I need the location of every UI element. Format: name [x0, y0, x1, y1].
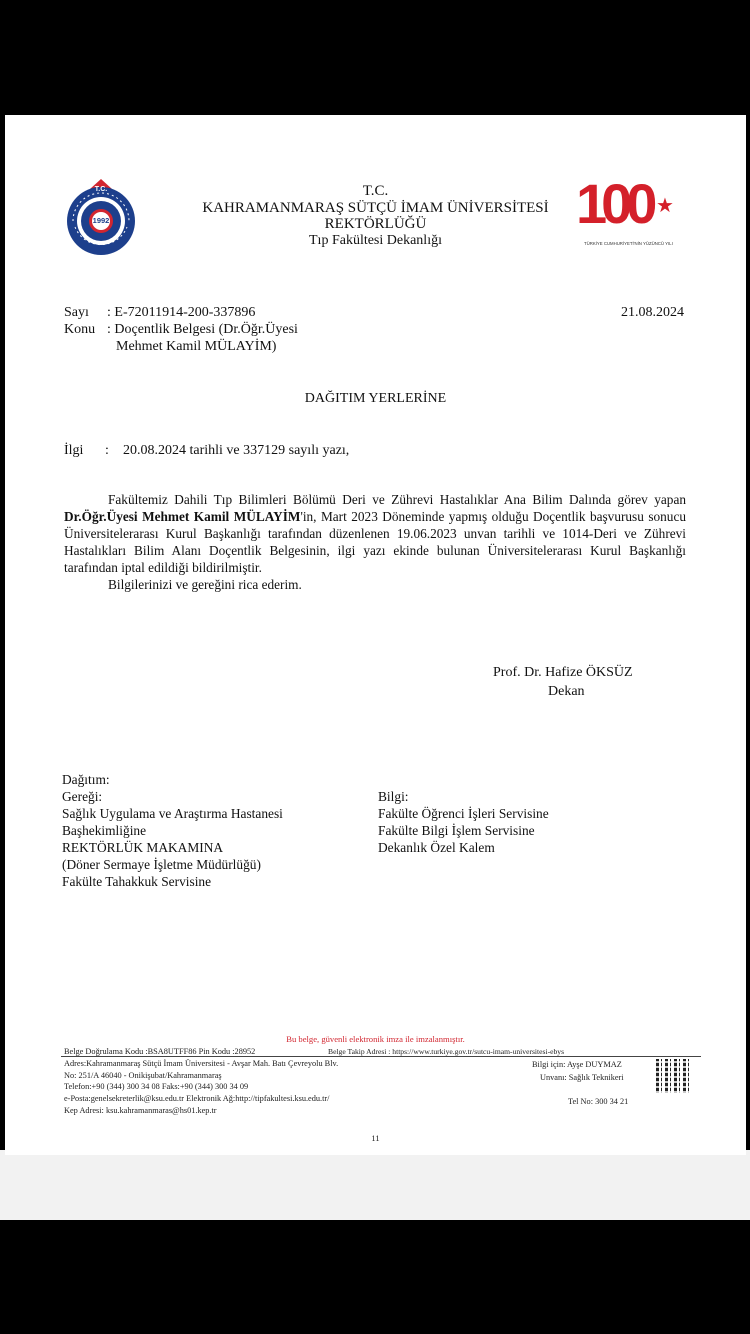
- contact-person: Bilgi için: Ayşe DUYMAZ: [532, 1060, 622, 1069]
- gereg-label: Gereği:: [62, 789, 103, 804]
- footer-email: e-Posta:genelsekreterlik@ksu.edu.tr Elektronik Ağ:http://tipfakultesi.ksu.edu.tr/: [64, 1094, 330, 1103]
- tracking-address: Belge Takip Adresi : https://www.turkiye.gov.tr/sutcu-imam-universitesi-ebys: [328, 1047, 565, 1056]
- header-faculty: Tıp Fakültesi Dekanlığı: [309, 233, 442, 248]
- bilgi-item: Fakülte Bilgi İşlem Servisine: [378, 823, 535, 838]
- footer-divider: [61, 1056, 701, 1057]
- recipient-heading: DAĞITIM YERLERİNE: [304, 391, 447, 406]
- ilgi-separator: :: [105, 443, 109, 458]
- bilgi-label: Bilgi:: [378, 789, 409, 804]
- gereg-item: Başhekimliğine: [62, 823, 147, 838]
- document-page: [5, 115, 746, 1155]
- contact-title: Unvanı: Sağlık Teknikeri: [540, 1073, 624, 1082]
- header-university: KAHRAMANMARAŞ SÜTÇÜ İMAM ÜNİVERSİTESİ: [202, 200, 549, 216]
- signatory-title: Dekan: [548, 684, 585, 699]
- verification-code: Belge Doğrulama Kodu :BSA8UTFF86 Pin Kodu :28952: [64, 1047, 256, 1056]
- header-tc: T.C.: [362, 183, 389, 199]
- seal-year: 1992: [92, 216, 110, 225]
- body-p1-start: Fakültemiz Dahili Tıp Bilimleri Bölümü Deri ve Zührevi Hastalıklar Ana Bilim Dalında görev yapan: [108, 492, 686, 507]
- body-p1-name: Dr.Öğr.Üyesi Mehmet Kamil MÜLAYİM: [64, 509, 301, 524]
- header-rectorate: REKTÖRLÜĞÜ: [324, 216, 427, 232]
- footer-address-2: No: 251/A 46040 - Onikişubat/Kahramanmaraş: [64, 1071, 222, 1080]
- body-paragraph-1: [64, 491, 686, 576]
- gereg-item: (Döner Sermaye İşletme Müdürlüğü): [62, 857, 261, 872]
- footer-phone: Telefon:+90 (344) 300 34 08 Faks:+90 (344) 300 34 09: [64, 1082, 249, 1091]
- gereg-item: Sağlık Uygulama ve Araştırma Hastanesi: [62, 806, 283, 821]
- konu-value-line2: Mehmet Kamil MÜLAYİM): [116, 339, 277, 354]
- konu-value-line1: : Doçentlik Belgesi (Dr.Öğr.Üyesi: [107, 322, 298, 337]
- centennial-logo: [576, 172, 676, 251]
- bilgi-item: Fakülte Öğrenci İşleri Servisine: [378, 806, 549, 821]
- sayi-label: Sayı: [64, 305, 89, 320]
- qr-code-icon: [656, 1059, 690, 1093]
- gereg-item: Fakülte Tahakkuk Servisine: [62, 874, 212, 889]
- centennial-caption: TÜRKİYE CUMHURİYETİ'NİN YÜZÜNCÜ YILI: [584, 241, 673, 246]
- document-date: 21.08.2024: [621, 305, 684, 320]
- centennial-number: 100: [576, 172, 652, 235]
- star-icon: ★: [656, 195, 674, 217]
- footer-kep: Kep Adresi: ksu.kahramanmaras@hs01.kep.tr: [64, 1106, 217, 1115]
- body-text: [64, 491, 686, 593]
- distribution-label: Dağıtım:: [62, 772, 110, 787]
- body-paragraph-2: Bilgilerinizi ve gereğini rica ederim.: [108, 577, 302, 592]
- gereg-item: REKTÖRLÜK MAKAMINA: [62, 840, 224, 855]
- ilgi-text: 20.08.2024 tarihli ve 337129 sayılı yazı,: [123, 443, 350, 458]
- konu-label: Konu: [64, 322, 96, 337]
- contact-phone: Tel No: 300 34 21: [568, 1097, 629, 1106]
- body-p1-end: 'in, Mart 2023 Döneminde yapmış olduğu Doçentlik başvurusu sonucu Üniversitelerarası Kurul Başkanlığı tarafından düzenlenen 19.06.2023 unvan tarihli ve 1014-Deri ve Zührevi Hastalıkları Bilim Alanı Doçentlik Belgesinin, ilgi yazı ekinde bulunan Üniversitelerarası Kurul Başkanlığı tarafından iptal edildiği bildirilmiştir.: [64, 509, 686, 575]
- esign-notice: Bu belge, güvenli elektronik imza ile imzalanmıştır.: [286, 1034, 465, 1044]
- signatory-name: Prof. Dr. Hafize ÖKSÜZ: [493, 665, 633, 680]
- seal-tc-text: T.C.: [94, 186, 108, 193]
- background-band: [0, 1150, 750, 1220]
- page-number: 11: [371, 1133, 380, 1143]
- bilgi-item: Dekanlık Özel Kalem: [378, 840, 495, 855]
- ilgi-label: İlgi: [64, 443, 84, 458]
- footer-address-1: Adres:Kahramanmaraş Sütçü İmam Üniversitesi - Avşar Mah. Batı Çevreyolu Blv.: [64, 1059, 339, 1068]
- sayi-value: : E-72011914-200-337896: [107, 305, 256, 320]
